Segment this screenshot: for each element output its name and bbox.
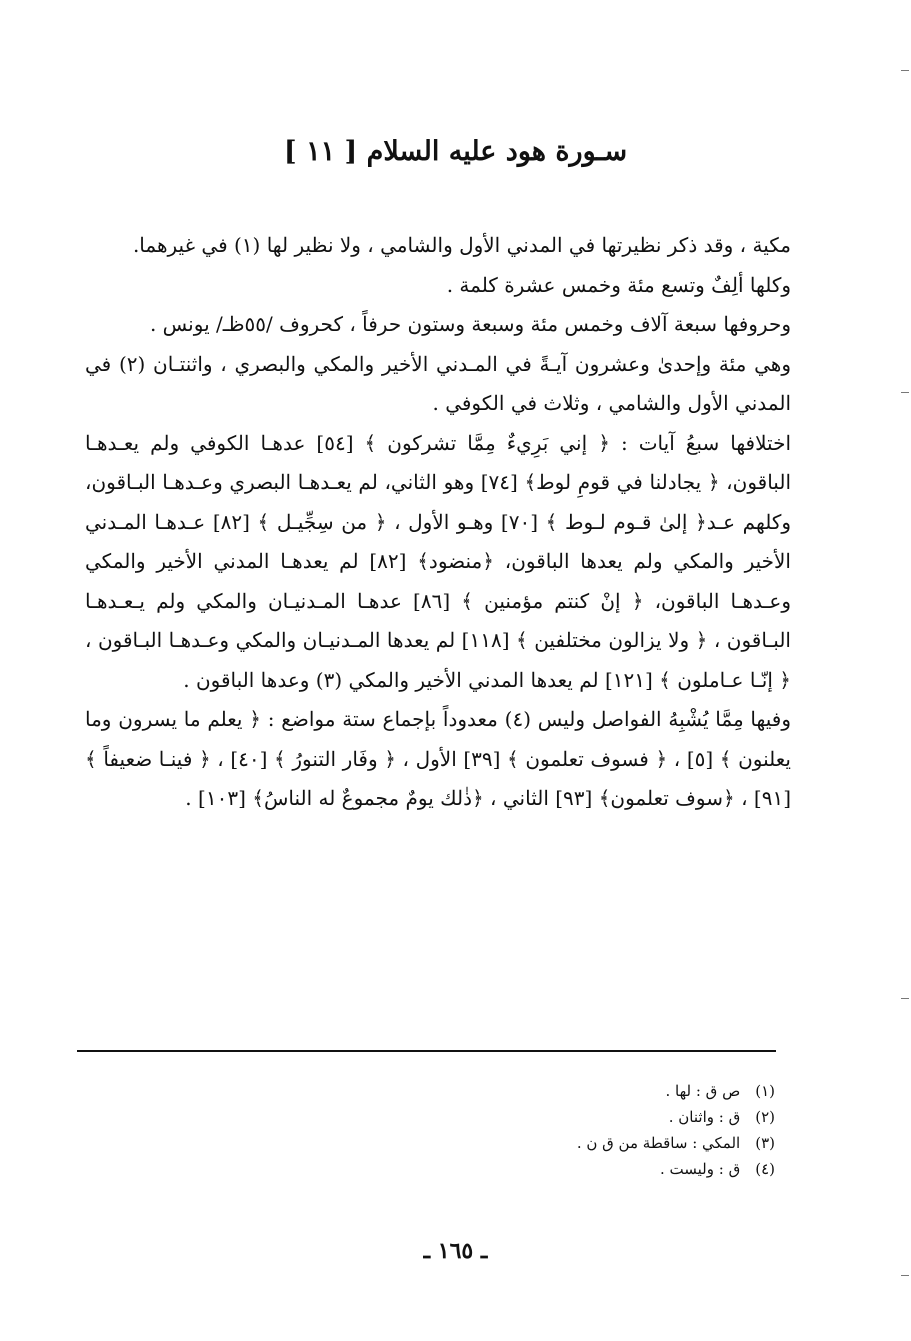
paragraph-differences: اختلافها سبعُ آيات : ﴿ إني بَرِيءٌ مِمَّا تشركون ﴾ [٥٤] عدهـا الكوفي ولم يعـدهـا الباقون، ﴿ يجادلنا في قومِ لوط﴾ [٧٤] وهو الثاني، لم يعـدهـا البصري وعـدهـا البـاقون، وكلهم عـد﴿ إلىٰ قـوم لـوط ﴾ [٧٠] وهـو الأول ، ﴿ من سِجِّيـل ﴾ [٨٢] عـدهـا المـدني الأخير والمكي ولم يعدها الباقون، ﴿منضود﴾ [٨٢] لم يعدهـا المدني الأخير والمكي وعـدهـا الباقون، ﴿ إنْ كنتم مؤمنين ﴾ [٨٦] عدهـا المـدنيـان والمكي ولم يـعـدهـا البـاقون ، ﴿ ولا يزالون مختلفين ﴾ [١١٨] لم يعدها المـدنيـان والمكي وعـدهـا البـاقون ، ﴿ إنّـا عـاملون ﴾ [١٢١] لم يعدها المدني الأخير والمكي (٣) وعدها الباقون . [85,430,791,692]
paragraph-fawasil: وفيها مِمَّا يُشْبِهُ الفواصل وليس (٤) معدوداً بإجماع ستة مواضع : ﴿ يعلم ما يسرون وما يعلنون ﴾ [٥] ، ﴿ فسوف تعلمون ﴾ [٣٩] الأول ، ﴿ وفَار التنورُ ﴾ [٤٠] ، ﴿ فينـا ضعيفاً ﴾ [٩١] ، ﴿سوف تعلمون﴾ [٩٣] الثاني ، ﴿ذٰلك يومٌ مجموعٌ له الناسُ﴾ [١٠٣] . [85,707,791,810]
scan-edge-mark [901,392,909,393]
footnote-item [85,1104,775,1130]
footnotes [85,1078,775,1182]
footnote-number: (٢) [755,1108,775,1126]
surah-title: سـورة هود عليه السلام [ ١١ ] [283,136,628,167]
footnote-number: (١) [755,1082,775,1100]
footnote-item [85,1078,775,1104]
footnote-number: (٤) [755,1160,775,1178]
footnote-text: المكي : ساقطة من ق ن . [576,1134,741,1152]
main-text [85,226,791,819]
page-number: ـ ١٦٥ ـ [423,1238,488,1264]
scan-edge-mark [901,998,909,999]
paragraph-words: وكلها ألِفٌ وتسع مئة وخمس عشرة كلمة . [446,272,791,297]
footnote-text: ق : واثنان . [668,1108,741,1126]
scan-edge-mark [901,1275,909,1276]
footnote-item [85,1130,775,1156]
footnote-text: ق : وليست . [660,1160,741,1178]
paragraph-makki: مكية ، وقد ذكر نظيرتها في المدني الأول والشامي ، ولا نظير لها (١) في غيرهما. [132,233,791,257]
footnote-divider [77,1050,776,1052]
paragraph-letters: وحروفها سبعة آلاف وخمس مئة وسبعة وستون حرفاً ، كحروف /٥٥ظـ/ يونس . [149,312,791,336]
footnote-item [85,1156,775,1182]
footnote-number: (٣) [755,1134,775,1152]
paragraph-verses: وهي مئة وإحدىٰ وعشرون آيـةً في المـدني الأخير والمكي والبصري ، واثنتـان (٢) في المدني الأول والشامي ، وثلاث في الكوفي . [85,351,792,415]
footnote-text: ص ق : لها . [665,1082,741,1100]
scan-edge-mark [901,70,909,71]
